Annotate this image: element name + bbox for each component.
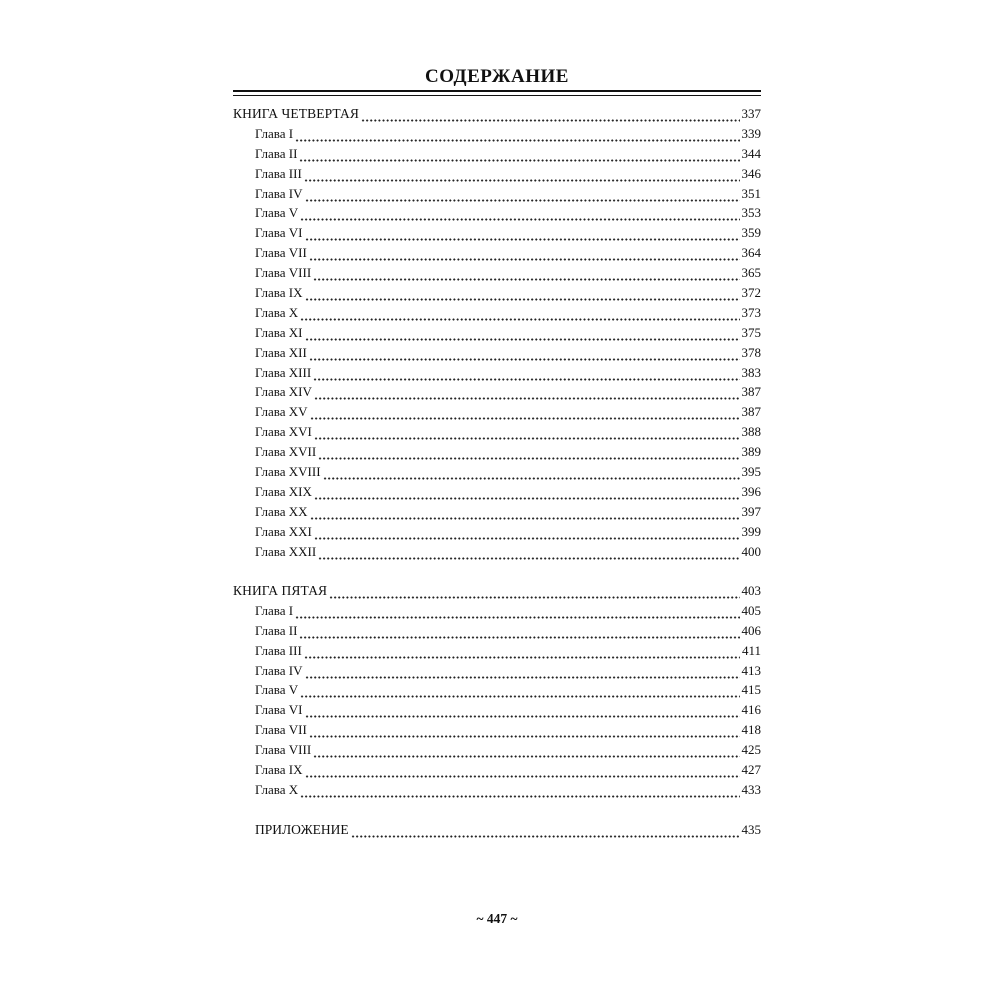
dot-leader [305, 768, 740, 778]
dot-leader [305, 291, 740, 301]
toc-entry-chapter[interactable] [233, 740, 761, 760]
toc-entry-chapter[interactable] [233, 482, 761, 502]
toc-entry-label: Глава VI [255, 702, 303, 718]
toc-entry-appendix[interactable] [233, 820, 761, 840]
dot-leader [310, 510, 740, 520]
toc-entry-label: Глава IX [255, 762, 303, 778]
dot-leader [323, 470, 740, 480]
toc-entry-label: Глава III [255, 642, 302, 658]
toc-entry-page: 395 [741, 464, 761, 480]
title-rule-thin [233, 95, 761, 96]
dot-leader [313, 748, 739, 758]
toc-entry-label: Глава VIII [255, 742, 312, 758]
toc-entry-page: 399 [741, 523, 761, 539]
toc-entry-page: 425 [741, 742, 761, 758]
dot-leader [314, 490, 740, 500]
dot-leader [305, 192, 740, 202]
toc-entry-page: 372 [741, 285, 761, 301]
page-number: ~ 447 ~ [476, 911, 518, 926]
dot-leader [314, 430, 740, 440]
dot-leader [305, 331, 740, 341]
dot-leader [300, 311, 739, 321]
toc-entry-book-5[interactable] [233, 581, 761, 601]
toc-entry-label: Глава IV [255, 662, 303, 678]
toc-entry-label: Глава VI [255, 225, 303, 241]
dot-leader [310, 410, 740, 420]
dot-leader [300, 788, 739, 798]
toc-entry-chapter[interactable] [233, 462, 761, 482]
toc-entry-page: 375 [741, 324, 761, 340]
toc-entry-page: 397 [741, 503, 761, 519]
toc-entry-label: Глава XVII [255, 444, 317, 460]
toc-entry-page: 418 [741, 722, 761, 738]
toc-entry-label: Глава XII [255, 344, 307, 360]
toc-entry-chapter[interactable] [233, 442, 761, 462]
toc-entry-label: Глава I [255, 125, 294, 141]
toc-entry-page: 433 [741, 781, 761, 797]
dot-leader [318, 550, 739, 560]
toc-entry-label: Глава III [255, 165, 302, 181]
toc-entry-chapter[interactable] [233, 343, 761, 363]
toc-entry-page: 388 [741, 424, 761, 440]
dot-leader [314, 390, 740, 400]
toc-entry-chapter[interactable] [233, 522, 761, 542]
toc-entry-chapter[interactable] [233, 700, 761, 720]
toc-entry-page: 403 [741, 583, 761, 598]
toc-entry-page: 365 [741, 265, 761, 281]
toc-entry-page: 344 [741, 145, 761, 161]
toc-entry-chapter[interactable] [233, 263, 761, 283]
page-title: СОДЕРЖАНИЕ [425, 66, 569, 87]
toc-entry-page: 405 [741, 602, 761, 618]
toc-entry-page: 378 [741, 344, 761, 360]
toc-entry-chapter[interactable] [233, 203, 761, 223]
toc-entry-page: 400 [741, 543, 761, 559]
toc-entry-label: Глава XVI [255, 424, 312, 440]
toc-entry-page: 337 [741, 106, 761, 121]
toc-entry-label: Глава I [255, 602, 294, 618]
toc-entry-page: 373 [741, 304, 761, 320]
dot-leader [313, 271, 739, 281]
toc-entry-label: Глава XXI [255, 523, 312, 539]
toc-entry-label: Глава X [255, 304, 299, 320]
toc-entry-chapter[interactable] [233, 124, 761, 144]
toc-entry-page: 383 [741, 364, 761, 380]
dot-leader [299, 629, 739, 639]
toc-entry-chapter[interactable] [233, 402, 761, 422]
toc-entry-label: Глава V [255, 205, 299, 221]
dot-leader [318, 450, 739, 460]
dot-leader [304, 172, 740, 182]
toc-entry-chapter[interactable] [233, 363, 761, 383]
dot-leader [299, 152, 739, 162]
toc-entry-chapter[interactable] [233, 164, 761, 184]
toc-entry-page: 411 [741, 642, 761, 658]
toc-entry-label: Глава V [255, 682, 299, 698]
toc-entry-chapter[interactable] [233, 323, 761, 343]
toc-entry-label: Глава XVIII [255, 464, 321, 480]
toc-entry-page: 351 [741, 185, 761, 201]
toc-entry-chapter[interactable] [233, 601, 761, 621]
toc-entry-label: ПРИЛОЖЕНИЕ [255, 822, 349, 837]
toc-entry-chapter[interactable] [233, 680, 761, 700]
dot-leader [309, 728, 740, 738]
dot-leader [314, 530, 740, 540]
dot-leader [300, 211, 739, 221]
toc-entry-chapter[interactable] [233, 760, 761, 780]
toc-entry-chapter[interactable] [233, 223, 761, 243]
dot-leader [304, 649, 740, 659]
toc-entry-chapter[interactable] [233, 621, 761, 641]
toc-entry-chapter[interactable] [233, 661, 761, 681]
toc-entry-chapter[interactable] [233, 720, 761, 740]
toc-entry-label: Глава II [255, 145, 298, 161]
toc-entry-label: Глава II [255, 622, 298, 638]
toc-entry-chapter[interactable] [233, 243, 761, 263]
toc-entry-chapter[interactable] [233, 641, 761, 661]
dot-leader [351, 828, 740, 838]
toc-entry-label: Глава XIII [255, 364, 312, 380]
toc-entry-page: 413 [741, 662, 761, 678]
toc-entry-chapter[interactable] [233, 422, 761, 442]
dot-leader [309, 351, 740, 361]
toc-entry-page: 416 [741, 702, 761, 718]
toc-entry-label: Глава XX [255, 503, 308, 519]
toc-entry-chapter[interactable] [233, 382, 761, 402]
toc-entry-book-4[interactable] [233, 104, 761, 124]
toc-entry-label: Глава VII [255, 245, 307, 261]
toc-entry-chapter[interactable] [233, 184, 761, 204]
toc-entry-page: 396 [741, 483, 761, 499]
toc-entry-page: 387 [741, 384, 761, 400]
toc-page [233, 0, 761, 1000]
dot-leader [305, 231, 740, 241]
dot-leader [300, 688, 739, 698]
dot-leader [305, 708, 740, 718]
toc-entry-chapter[interactable] [233, 502, 761, 522]
toc-entry-chapter[interactable] [233, 542, 761, 562]
dot-leader [329, 589, 739, 599]
toc-section-book-4 [233, 104, 761, 561]
dot-leader [313, 371, 739, 381]
toc-entry-page: 415 [741, 682, 761, 698]
toc-entry-page: 406 [741, 622, 761, 638]
toc-entry-label: Глава XXII [255, 543, 317, 559]
toc-entry-label: Глава XIV [255, 384, 312, 400]
toc-entry-label: Глава XIX [255, 483, 312, 499]
dot-leader [305, 669, 740, 679]
toc-entry-page: 346 [741, 165, 761, 181]
dot-leader [309, 251, 740, 261]
toc-section-appendix [233, 820, 761, 840]
toc-entry-page: 427 [741, 762, 761, 778]
toc-entry-chapter[interactable] [233, 303, 761, 323]
toc-entry-label: КНИГА ПЯТАЯ [233, 583, 328, 598]
dot-leader [295, 132, 739, 142]
toc-entry-page: 387 [741, 404, 761, 420]
toc-entry-label: Глава VII [255, 722, 307, 738]
toc-entry-page: 359 [741, 225, 761, 241]
toc-entry-chapter[interactable] [233, 144, 761, 164]
toc-entry-label: Глава IV [255, 185, 303, 201]
toc-entry-label: Глава XV [255, 404, 308, 420]
toc-entry-label: Глава XI [255, 324, 303, 340]
toc-section-book-5 [233, 581, 761, 800]
toc-entry-page: 435 [741, 822, 761, 837]
toc-entry-label: КНИГА ЧЕТВЕРТАЯ [233, 106, 359, 121]
dot-leader [361, 112, 740, 122]
toc-entry-label: Глава VIII [255, 265, 312, 281]
toc-entry-chapter[interactable] [233, 283, 761, 303]
toc-entry-page: 353 [741, 205, 761, 221]
dot-leader [295, 609, 739, 619]
title-rule-thick [233, 90, 761, 92]
toc-entry-label: Глава IX [255, 285, 303, 301]
toc-entry-chapter[interactable] [233, 780, 761, 800]
toc-entry-page: 339 [741, 125, 761, 141]
toc-entry-label: Глава X [255, 781, 299, 797]
toc-entry-page: 389 [741, 444, 761, 460]
toc-entry-page: 364 [741, 245, 761, 261]
